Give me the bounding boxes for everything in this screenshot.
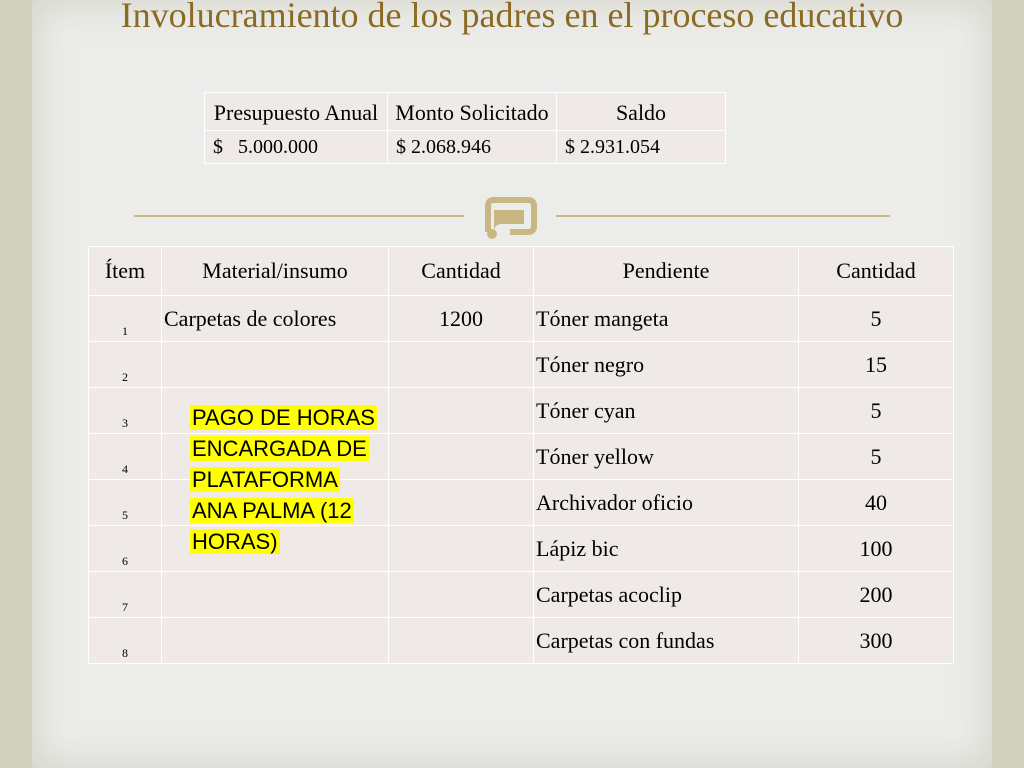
budget-header-presupuesto: Presupuesto Anual	[205, 93, 388, 131]
cantidad-cell	[389, 618, 534, 664]
cantidad-cell	[389, 342, 534, 388]
cantidad2-cell: 5	[799, 434, 954, 480]
scroll-ornament-icon	[480, 196, 540, 240]
cantidad2-cell: 15	[799, 342, 954, 388]
divider-line-right	[556, 215, 890, 217]
slide-title: Involucramiento de los padres en el proceso educativo	[120, 0, 904, 35]
table-row	[89, 618, 954, 664]
cantidad-cell: 1200	[389, 296, 534, 342]
material-cell	[162, 618, 389, 664]
material-cell	[162, 572, 389, 618]
pendiente-cell: Lápiz bic	[534, 526, 799, 572]
item-number: 2	[89, 342, 162, 388]
highlighted-note	[190, 402, 412, 557]
budget-value-presupuesto: $ 5.000.000	[205, 131, 388, 164]
table-row	[89, 296, 954, 342]
cantidad2-cell: 5	[799, 296, 954, 342]
material-cell	[162, 342, 389, 388]
header-cantidad: Cantidad	[389, 247, 534, 296]
pendiente-cell: Archivador oficio	[534, 480, 799, 526]
budget-header-row	[205, 93, 726, 131]
item-number: 8	[89, 618, 162, 664]
item-number: 5	[89, 480, 162, 526]
item-number: 6	[89, 526, 162, 572]
budget-header-monto: Monto Solicitado	[388, 93, 557, 131]
header-material: Material/insumo	[162, 247, 389, 296]
item-number: 4	[89, 434, 162, 480]
header-item: Ítem	[89, 247, 162, 296]
budget-value-row	[205, 131, 726, 164]
cantidad2-cell: 5	[799, 388, 954, 434]
pendiente-cell: Tóner mangeta	[534, 296, 799, 342]
note-line: ANA PALMA (12	[192, 498, 352, 523]
pendiente-cell: Carpetas con fundas	[534, 618, 799, 664]
table-row	[89, 572, 954, 618]
note-line: PAGO DE HORAS	[192, 405, 375, 430]
item-number: 1	[89, 296, 162, 342]
cantidad2-cell: 100	[799, 526, 954, 572]
cantidad2-cell: 300	[799, 618, 954, 664]
pendiente-cell: Tóner negro	[534, 342, 799, 388]
header-cantidad-2: Cantidad	[799, 247, 954, 296]
table-row	[89, 342, 954, 388]
cantidad2-cell: 200	[799, 572, 954, 618]
note-line: ENCARGADA DE	[192, 436, 367, 461]
item-number: 3	[89, 388, 162, 434]
budget-value-monto: $ 2.068.946	[388, 131, 557, 164]
budget-table	[204, 92, 726, 164]
budget-header-saldo: Saldo	[557, 93, 726, 131]
note-line: PLATAFORMA	[192, 467, 338, 492]
header-pendiente: Pendiente	[534, 247, 799, 296]
budget-value-saldo: $ 2.931.054	[557, 131, 726, 164]
cantidad2-cell: 40	[799, 480, 954, 526]
material-cell: Carpetas de colores	[162, 296, 389, 342]
cantidad-cell	[389, 572, 534, 618]
divider-line-left	[134, 215, 464, 217]
pendiente-cell: Tóner cyan	[534, 388, 799, 434]
pendiente-cell: Tóner yellow	[534, 434, 799, 480]
item-number: 7	[89, 572, 162, 618]
note-line: HORAS)	[192, 529, 278, 554]
items-header-row	[89, 247, 954, 296]
pendiente-cell: Carpetas acoclip	[534, 572, 799, 618]
